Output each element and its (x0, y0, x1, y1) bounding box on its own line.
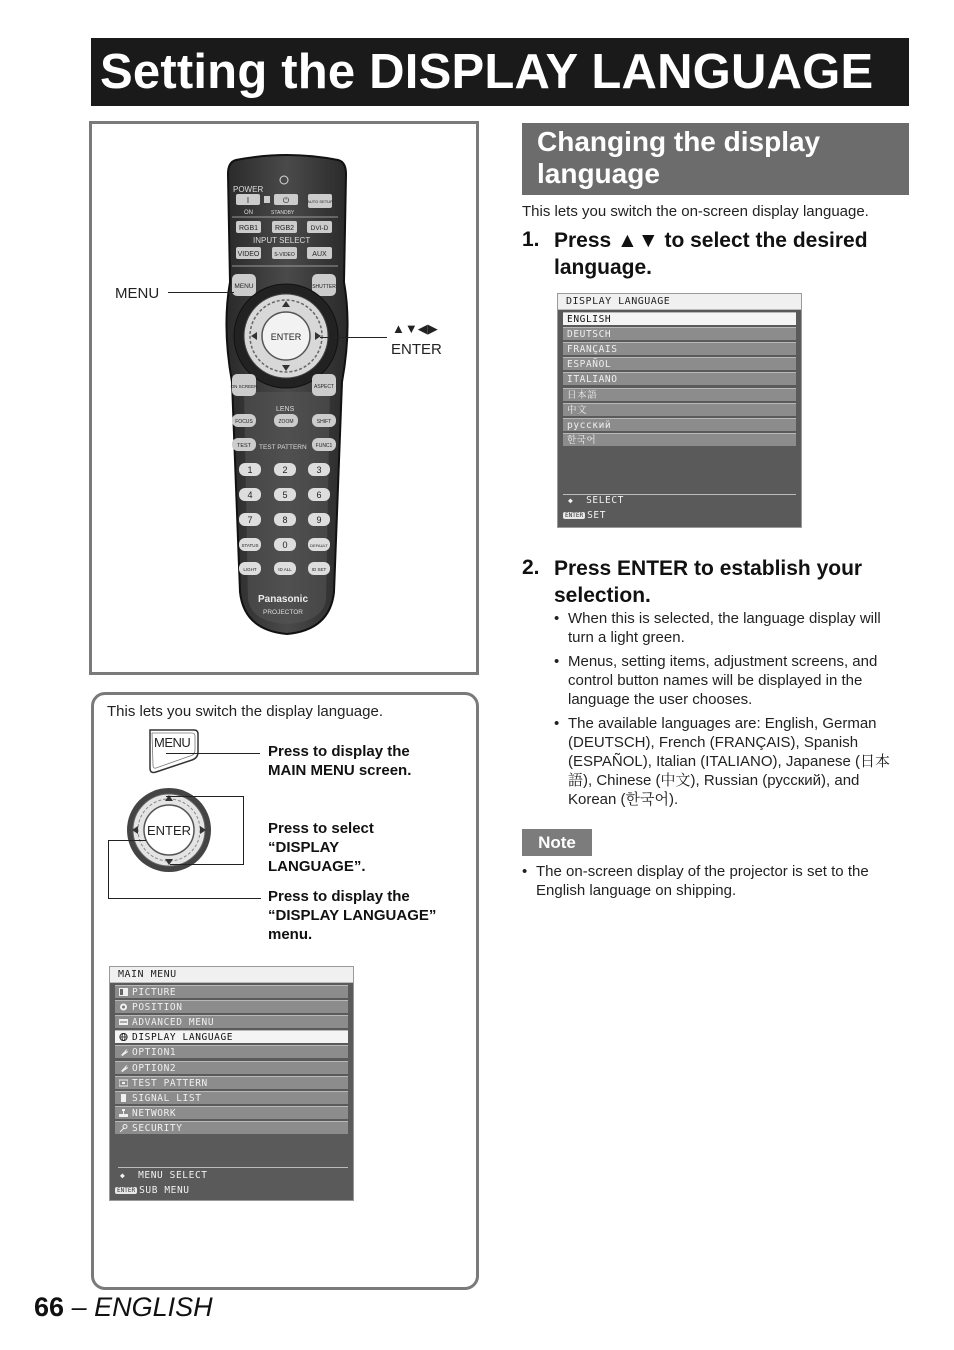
svg-text:1: 1 (247, 465, 253, 475)
language-option[interactable] (563, 403, 796, 416)
main-menu-item[interactable] (115, 985, 348, 998)
svg-text:VIDEO: VIDEO (237, 251, 260, 258)
on-button[interactable] (236, 194, 260, 205)
svg-text:6: 6 (316, 490, 322, 500)
svg-text:SHIFT: SHIFT (316, 419, 332, 425)
enter-wheel-illustration (124, 786, 214, 876)
main-menu-item[interactable] (115, 1121, 348, 1134)
number-5-button[interactable] (274, 488, 296, 501)
number-0-button[interactable] (274, 538, 296, 551)
svg-text:DEFAULT: DEFAULT (310, 543, 328, 548)
main-menu-header: MAIN MENU (110, 967, 353, 983)
language-option-label: DEUTSCH (567, 329, 612, 341)
language-option[interactable] (563, 372, 796, 385)
language-option-label: 日本語 (567, 389, 598, 401)
main-menu-footer-select: ◆ MENU SELECT (120, 1170, 208, 1181)
svg-text:S-VIDEO: S-VIDEO (274, 252, 295, 258)
svg-text:AUTO SETUP: AUTO SETUP (307, 199, 333, 204)
main-menu-item-label: PICTURE (132, 987, 177, 998)
number-6-button[interactable] (308, 488, 330, 501)
language-option[interactable] (563, 342, 796, 355)
language-option[interactable] (563, 418, 796, 431)
number-3-button[interactable] (308, 463, 330, 476)
position-icon (119, 1003, 128, 1011)
page-footer (34, 1292, 213, 1323)
svg-text:LIGHT: LIGHT (243, 567, 257, 572)
enter-bracket-top (108, 840, 146, 841)
signal-list-icon (119, 1094, 128, 1102)
aspect-button[interactable] (312, 374, 336, 396)
enter-bracket-side (108, 840, 109, 899)
enter-callout-line (320, 337, 387, 338)
section-intro: This lets you switch the on-screen display language. (522, 203, 869, 220)
menu-callout-line (168, 292, 234, 293)
svg-text:MENU: MENU (234, 283, 254, 290)
main-menu-item-label: NETWORK (132, 1107, 177, 1119)
main-menu-item-label: POSITION (132, 1002, 183, 1014)
language-option[interactable] (563, 433, 796, 446)
on-label: ON (244, 210, 253, 216)
standby-button[interactable] (274, 194, 298, 205)
svideo-button[interactable] (272, 247, 297, 259)
bullet-item: • Menus, setting items, adjustment screens, and control button names will be displayed in the language the user chooses. (554, 652, 906, 709)
language-option-label: FRANÇAIS (567, 344, 618, 356)
id-set-button[interactable] (308, 562, 330, 575)
language-option-label: ESPAÑOL (567, 359, 612, 371)
svg-text:I: I (246, 196, 250, 205)
video-button[interactable] (236, 247, 261, 259)
note-label: Note (522, 829, 592, 856)
globe-icon (119, 1033, 128, 1041)
main-menu-item[interactable] (115, 1091, 348, 1104)
svg-text:0: 0 (282, 540, 288, 550)
picture-icon (119, 988, 128, 996)
section-title: Changing the display language (537, 126, 821, 189)
number-8-button[interactable] (274, 513, 296, 526)
menu-button[interactable] (232, 274, 256, 296)
light-button[interactable] (239, 562, 261, 575)
arrow-keys-callout-label: ▲▼◀▶ (392, 321, 438, 336)
svg-text:FOCUS: FOCUS (235, 419, 253, 425)
svg-text:5: 5 (282, 490, 288, 500)
func-button[interactable] (312, 438, 336, 451)
svg-text:2: 2 (282, 465, 288, 475)
menu-callout-label: MENU (115, 285, 160, 302)
number-4-button[interactable] (239, 488, 261, 501)
enter-tag-icon: ENTER (117, 1187, 136, 1194)
page-language: – ENGLISH (71, 1292, 213, 1322)
step-2-bullets (554, 609, 906, 814)
svg-text:8: 8 (282, 515, 288, 525)
svg-text:⏻: ⏻ (282, 196, 290, 205)
number-2-button[interactable] (274, 463, 296, 476)
input-select-label: INPUT SELECT (253, 236, 311, 245)
main-menu-item-label: DISPLAY LANGUAGE (132, 1032, 234, 1044)
svg-text:DVI-D: DVI-D (310, 225, 329, 232)
bullet-item: • The available languages are: English, German (DEUTSCH), French (FRANÇAIS), Spanish (ESPAÑOL), Italian (ITALIANO), Japanese (日本語), Chinese (中文), Russian (русский), and Korean (한국어). (554, 714, 906, 809)
language-option[interactable] (563, 388, 796, 401)
svg-text:TEST: TEST (236, 443, 252, 449)
bullet-item: • When this is selected, the language display will turn a light green. (554, 609, 906, 647)
wrench-icon (119, 1064, 128, 1072)
standby-label: STANDBY (271, 210, 295, 216)
language-option[interactable] (563, 327, 796, 340)
main-menu-item[interactable] (115, 1000, 348, 1013)
note-bullets (522, 862, 907, 905)
svg-text:SHUTTER: SHUTTER (312, 284, 336, 290)
svg-text:STATUS: STATUS (241, 543, 259, 548)
page-number: 66 (34, 1292, 65, 1322)
rgb1-button[interactable] (236, 221, 261, 233)
main-menu-item[interactable] (115, 1061, 348, 1074)
procedure-intro: This lets you switch the display language. (107, 703, 383, 720)
svg-text:ID ALL: ID ALL (278, 567, 292, 572)
main-menu-item-label: TEST PATTERN (132, 1077, 208, 1089)
focus-button[interactable] (232, 414, 256, 427)
main-menu-item-label: OPTION1 (132, 1047, 177, 1059)
lens-label: LENS (276, 406, 295, 413)
test-pattern-label: TEST PATTERN (259, 444, 307, 451)
language-option-label: 中文 (567, 404, 588, 416)
remote-control-illustration (222, 152, 352, 637)
step-1-text: Press ▲▼ to select the desired language. (554, 229, 868, 279)
language-option-label: русский (567, 419, 612, 431)
number-1-button[interactable] (239, 463, 261, 476)
zoom-button[interactable] (274, 414, 298, 427)
step-1-number: 1. (522, 228, 540, 251)
step-menu-text: Press to display the MAIN MENU screen. (268, 743, 412, 779)
main-menu-item-label: ADVANCED MENU (132, 1017, 215, 1029)
step-2-text: Press ENTER to establish your selection. (554, 557, 863, 607)
svg-text:9: 9 (316, 515, 322, 525)
main-menu-item-label: SIGNAL LIST (132, 1092, 202, 1104)
main-menu-item[interactable] (115, 1106, 348, 1119)
shift-button[interactable] (312, 414, 336, 427)
page-title: Setting the DISPLAY LANGUAGE (100, 45, 874, 99)
language-option[interactable] (563, 357, 796, 370)
menu-step-line (166, 753, 260, 754)
test-pattern-icon (119, 1079, 128, 1087)
enter-key-label: ENTER (146, 823, 192, 838)
svg-text:RGB1: RGB1 (238, 225, 259, 232)
main-menu-item[interactable] (115, 1030, 348, 1043)
svg-text:ID SET: ID SET (311, 567, 327, 572)
svg-text:ASPECT: ASPECT (313, 384, 335, 390)
main-menu-item-label: SECURITY (132, 1122, 183, 1134)
main-menu-osd (109, 966, 354, 1201)
step-2-number: 2. (522, 556, 540, 579)
on-screen-button[interactable] (231, 374, 258, 396)
main-menu-divider (118, 1167, 348, 1168)
svg-text:4: 4 (247, 490, 253, 500)
display-language-header: DISPLAY LANGUAGE (558, 294, 801, 310)
power-label: POWER (233, 185, 264, 194)
main-menu-item[interactable] (115, 1076, 348, 1089)
updown-icon: ◆ (120, 1171, 126, 1180)
display-language-osd (557, 293, 802, 528)
wrench-icon (119, 1048, 128, 1056)
main-menu-item[interactable] (115, 1015, 348, 1028)
enter-callout-label: ENTER (391, 341, 442, 358)
menu-key-illustration (146, 728, 202, 774)
rgb2-button[interactable] (272, 221, 297, 233)
language-option-label: ENGLISH (567, 314, 612, 325)
advanced-menu-icon (119, 1018, 128, 1026)
step-select-text: Press to select “DISPLAY LANGUAGE”. (268, 820, 374, 875)
default-button[interactable] (308, 538, 330, 551)
svg-text:7: 7 (247, 515, 253, 525)
language-footer-select: ◆ SELECT (568, 495, 624, 506)
language-option-label: ITALIANO (567, 374, 618, 386)
enter-bracket-bottom (108, 898, 261, 899)
aux-button[interactable] (307, 247, 332, 259)
note-text: • The on-screen display of the projector is set to the English language on shipping. (522, 862, 907, 900)
menu-key-label: MENU (154, 735, 191, 750)
test-button[interactable] (232, 438, 256, 451)
sub-brand-label: PROJECTOR (263, 609, 303, 616)
select-bracket-top (166, 796, 243, 797)
status-button[interactable] (239, 538, 261, 551)
svg-text:ON SCREEN: ON SCREEN (230, 384, 258, 389)
enter-button[interactable]: ENTER (270, 332, 302, 342)
language-option[interactable] (563, 312, 796, 325)
updown-icon: ◆ (568, 496, 574, 505)
language-footer-enter: ENTER SET (565, 510, 607, 521)
key-icon (119, 1124, 128, 1132)
network-icon (119, 1109, 128, 1117)
svg-text:RGB2: RGB2 (274, 225, 295, 232)
auto-setup-button[interactable] (307, 194, 333, 208)
svg-text:ZOOM: ZOOM (278, 419, 294, 425)
main-menu-item-label: OPTION2 (132, 1062, 177, 1074)
svg-text:AUX: AUX (312, 251, 327, 258)
svg-text:FUNC1: FUNC1 (315, 443, 333, 449)
select-bracket-bottom (170, 864, 244, 865)
number-7-button[interactable] (239, 513, 261, 526)
main-menu-item[interactable] (115, 1045, 348, 1058)
select-bracket-side (243, 796, 244, 865)
main-menu-footer-enter: ENTER SUB MENU (117, 1185, 190, 1196)
step-enter-text: Press to display the “DISPLAY LANGUAGE” menu. (268, 888, 437, 943)
svg-text:3: 3 (316, 465, 322, 475)
id-all-button[interactable] (274, 562, 296, 575)
enter-tag-icon: ENTER (565, 512, 584, 519)
brand-logo: Panasonic (257, 594, 309, 605)
language-option-label: 한국어 (567, 434, 597, 446)
dvi-button[interactable] (307, 221, 332, 233)
number-9-button[interactable] (308, 513, 330, 526)
